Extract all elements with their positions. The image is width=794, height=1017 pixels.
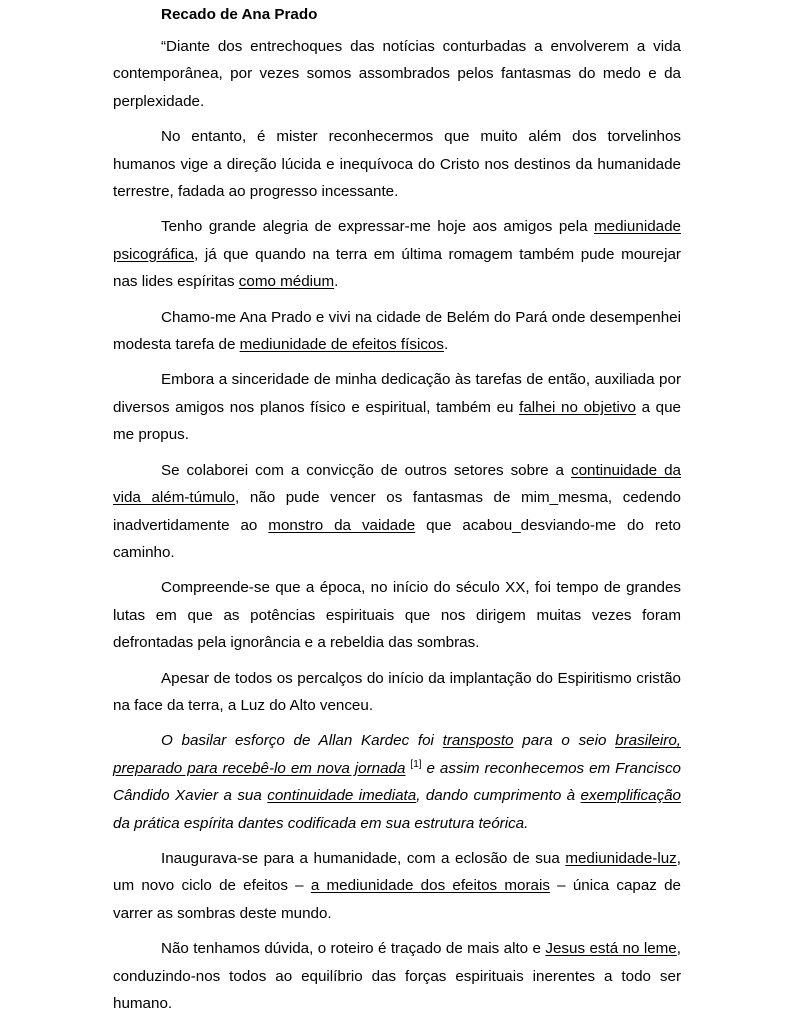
text-segment: , não pude vencer os fantasmas de mim_mesma, cedendo inadvertidamente ao [113, 489, 681, 534]
text-segment: Compreende-se que a época, no início do século XX, foi tempo de grandes lutas em que as potências espirituais que nos dirigem muitas vezes foram defrontadas pela ignorância e a rebeldia das sombras. [113, 579, 681, 652]
text-segment: No entanto, é mister reconhecermos que muito além dos torvelinhos humanos vige a direção lúcida e inequívoca do Cristo nos destinos da humanidade terrestre, fadada ao progresso incessante. [113, 128, 681, 201]
text-segment: Inaugurava-se para a humanidade, com a eclosão de sua [161, 849, 566, 867]
paragraph [113, 574, 681, 656]
underlined-text: falhei no objetivo [519, 398, 636, 416]
text-segment: Chamo-me Ana Prado e vivi na cidade de Belém do Pará onde desempenhei modesta tarefa de [113, 308, 681, 354]
text-segment: e assim reconhecemos em Francisco Cândido Xavier a sua [113, 759, 681, 805]
text-segment: Não tenhamos dúvida, o roteiro é traçado de mais alto e [161, 940, 546, 958]
text-segment: O basilar esforço de Allan Kardec foi [161, 732, 443, 750]
text-segment: Apesar de todos os percalços do início da implantação do Espiritismo cristão na face da terra, a Luz do Alto venceu. [113, 669, 681, 714]
text-segment: , dando cumprimento à [416, 787, 581, 805]
document-title: Recado de Ana Prado [161, 6, 318, 23]
underlined-text: Jesus está no leme [545, 940, 677, 958]
text-segment: , conduzindo-nos todos ao equilíbrio das forças espirituais inerentes a todo ser humano. [113, 940, 681, 1012]
underlined-text: brasileiro, preparado para recebê-lo em nova jornada [113, 732, 681, 777]
paragraph [113, 457, 681, 567]
text-segment: Embora a sinceridade de minha dedicação às tarefas de então, auxiliada por diversos amigos nos planos físico e espiritual, também eu [113, 371, 681, 416]
underlined-text: transposto [442, 732, 514, 750]
underlined-text: continuidade da vida além-túmulo [113, 461, 681, 507]
paragraph [113, 845, 681, 927]
paragraph [113, 33, 681, 115]
underlined-text: mediunidade psicográfica [113, 218, 681, 263]
text-segment: que acabou_desviando-me do reto caminho. [113, 516, 682, 561]
text-segment: da prática espírita dantes codificada em sua estrutura teórica. [113, 814, 529, 832]
text-segment: “Diante dos entrechoques das notícias conturbadas a envolverem a vida contemporânea, por vezes somos assombrados pelos fantasmas do medo e da perplexidade. [113, 38, 681, 110]
text-segment: , já que quando na terra em última romagem também pude mourejar nas lides espíritas [113, 245, 681, 291]
paragraph [113, 213, 681, 295]
underlined-text: mediunidade-luz [565, 849, 677, 867]
underlined-text: monstro da vaidade [268, 516, 416, 534]
footnote-ref: [1] [410, 758, 422, 770]
text-segment: . [443, 336, 449, 354]
underlined-text: continuidade imediata [267, 787, 417, 805]
text-segment: – única capaz de varrer as sombras deste mundo. [113, 877, 681, 922]
underlined-text: exemplificação [580, 787, 682, 805]
paragraph [113, 727, 681, 837]
text-segment: , um novo ciclo de efeitos – [113, 849, 681, 895]
paragraph [113, 366, 681, 448]
text-segment: para o seio [513, 732, 616, 750]
text-segment: . [334, 273, 339, 291]
paragraph [113, 665, 681, 720]
text-segment: Se colaborei com a convicção de outros setores sobre a [161, 461, 571, 479]
document-body [113, 33, 681, 1017]
paragraph [113, 935, 681, 1017]
underlined-text: mediunidade de efeitos físicos [239, 336, 444, 354]
underlined-text: como médium [238, 273, 335, 291]
paragraph [113, 304, 681, 359]
underlined-text: a mediunidade dos efeitos morais [310, 877, 550, 895]
paragraph [113, 123, 681, 205]
text-segment: Tenho grande alegria de expressar-me hoje aos amigos pela [161, 218, 595, 236]
text-segment: a que me propus. [113, 398, 681, 444]
